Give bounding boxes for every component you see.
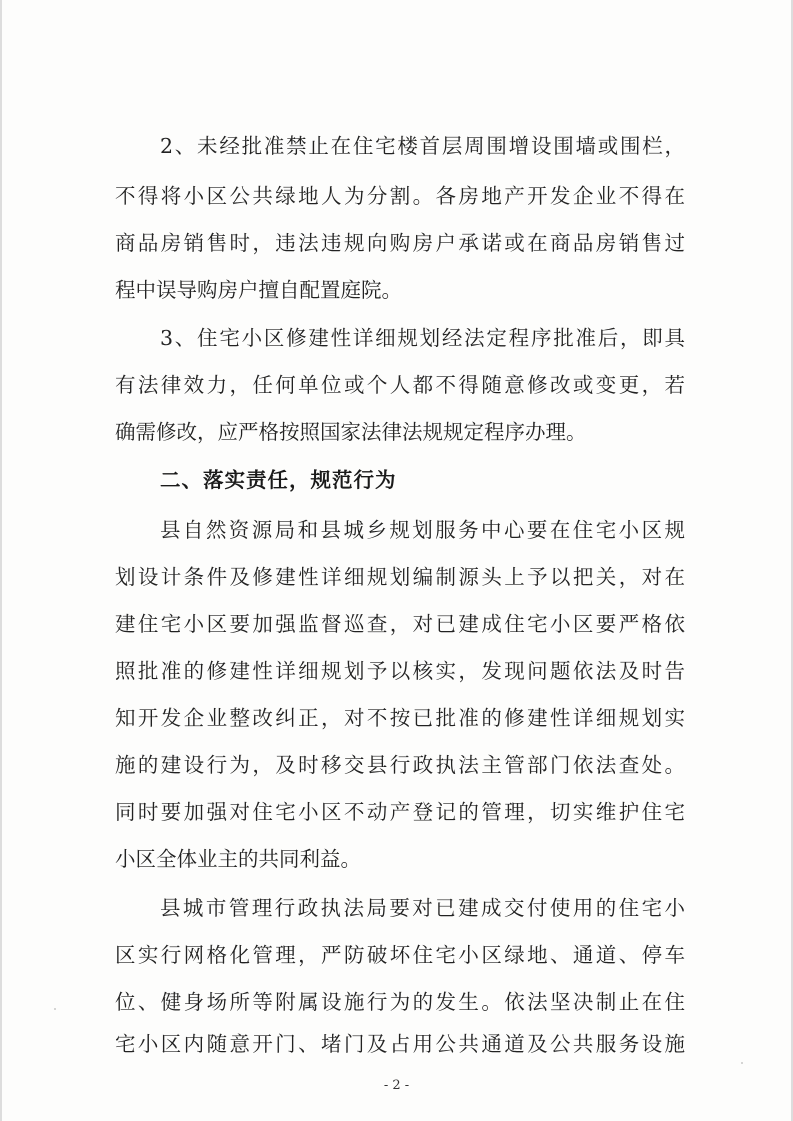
section-2-paragraph-2-line-3: 位、健身场所等附属设施行为的发生。依法坚决制止在住	[115, 990, 685, 1014]
paragraph-item-2-line-4: 程中误导购房户擅自配置庭院。	[115, 278, 402, 302]
section-2-paragraph-1-line-4: 照批准的修建性详细规划予以核实，发现问题依法及时告	[115, 659, 685, 683]
scan-left-edge	[0, 0, 2, 1121]
section-2-paragraph-2-line-4: 宅小区内随意开门、堵门及占用公共通道及公共服务设施	[115, 1032, 685, 1056]
section-2-paragraph-1-line-7: 同时要加强对住宅小区不动产登记的管理，切实维护住宅	[115, 800, 685, 824]
section-2-paragraph-1-line-2: 划设计条件及修建性详细规划编制源头上予以把关，对在	[115, 565, 685, 589]
paragraph-item-2-line-3: 商品房销售时，违法违规向购房户承诺或在商品房销售过	[115, 231, 685, 255]
paragraph-item-3-line-2: 有法律效力，任何单位或个人都不得随意修改或变更，若	[115, 373, 685, 397]
section-2-paragraph-1-line-3: 建住宅小区要加强监督巡查，对已建成住宅小区要严格依	[115, 612, 685, 636]
paragraph-item-3-line-1: 3、住宅小区修建性详细规划经法定程序批准后，即具	[160, 326, 685, 350]
scan-speck	[54, 1008, 56, 1010]
paragraph-item-2-line-1: 2、未经批准禁止在住宅楼首层周围增设围墙或围栏，	[160, 134, 685, 158]
section-2-paragraph-1-line-5: 知开发企业整改纠正，对不按已批准的修建性详细规划实	[115, 706, 685, 730]
paragraph-item-3-line-3: 确需修改，应严格按照国家法律法规规定程序办理。	[115, 420, 587, 444]
section-2-paragraph-2-line-2: 区实行网格化管理，严防破坏住宅小区绿地、通道、停车	[115, 943, 685, 967]
page-number: - 2 -	[383, 1078, 410, 1093]
section-2-paragraph-1-line-1: 县自然资源局和县城乡规划服务中心要在住宅小区规	[160, 518, 685, 542]
section-2-paragraph-1-line-8: 小区全体业主的共同利益。	[115, 847, 361, 871]
scan-speck	[741, 1062, 743, 1064]
section-2-paragraph-2-line-1: 县城市管理行政执法局要对已建成交付使用的住宅小	[160, 896, 685, 920]
paragraph-item-2-line-2: 不得将小区公共绿地人为分割。各房地产开发企业不得在	[115, 184, 685, 208]
section-2-paragraph-1-line-6: 施的建设行为，及时移交县行政执法主管部门依法查处。	[115, 753, 685, 777]
section-heading: 二、落实责任，规范行为	[160, 468, 397, 492]
